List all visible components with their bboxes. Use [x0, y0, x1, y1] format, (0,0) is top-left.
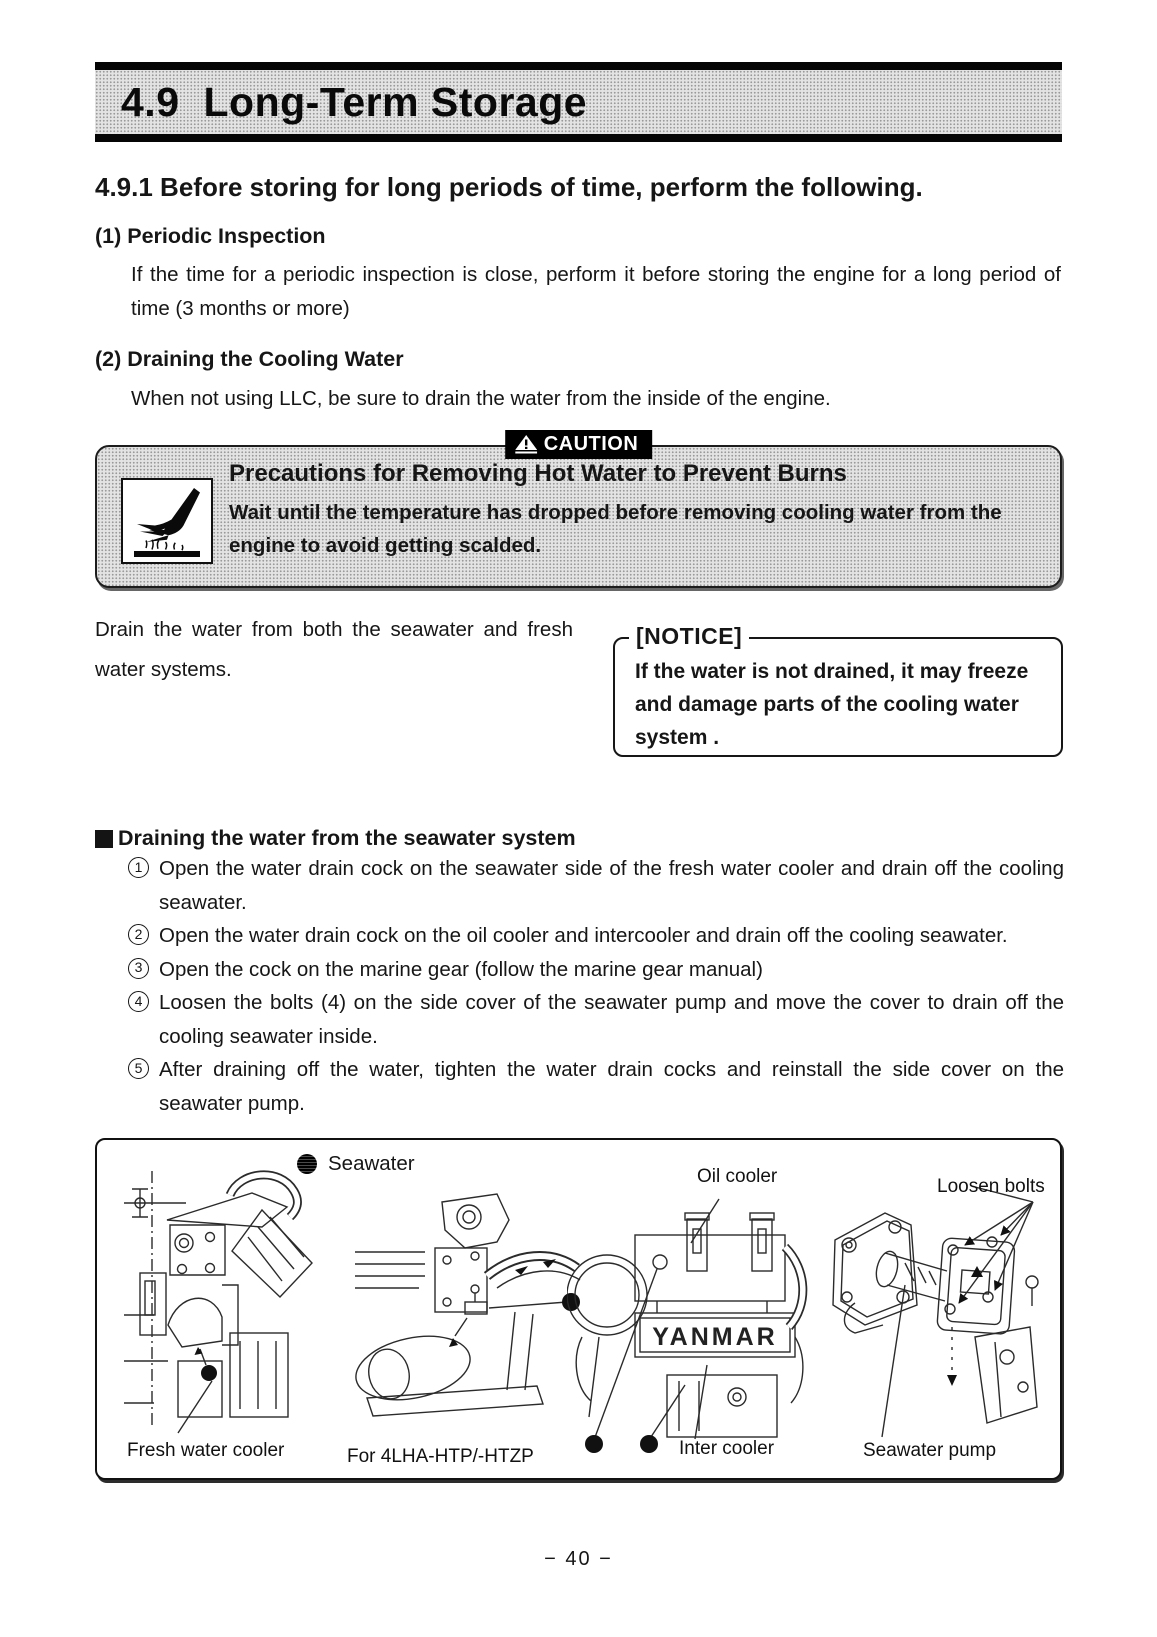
- section-title-text: Long-Term Storage: [203, 78, 588, 125]
- fresh-water-cooler-drawing: [112, 1165, 332, 1437]
- seawater-pump-drawing: [825, 1185, 1055, 1475]
- step-text: Open the cock on the marine gear (follow the marine gear manual): [159, 957, 763, 981]
- page-title: [95, 79, 587, 126]
- figure-label-seawater-pump: Seawater pump: [863, 1440, 997, 1461]
- figure-label-oil-cooler: Oil cooler: [697, 1166, 778, 1187]
- seawater-heading-text: Draining the water from the seawater system: [118, 826, 576, 850]
- heading-draining-cooling-water: (2) Draining the Cooling Water: [95, 347, 404, 371]
- seawater-steps-list: [128, 852, 1064, 1120]
- drain-note-text: Drain the water from both the seawater and fresh water systems.: [95, 618, 573, 681]
- step-text: After draining off the water, tighten the water drain cocks and reinstall the side cover on the seawater pump.: [159, 1058, 1064, 1115]
- list-item: [128, 852, 1064, 919]
- heading-periodic-inspection: (1) Periodic Inspection: [95, 224, 326, 248]
- scald-hand-icon: [121, 478, 213, 564]
- step-number: 2: [128, 924, 149, 945]
- notice-label: [NOTICE]: [629, 623, 749, 650]
- figure-label-fresh-water-cooler: Fresh water cooler: [127, 1440, 285, 1461]
- section-number: 4.9: [121, 78, 180, 125]
- engine-brand-text: YANMAR: [652, 1323, 778, 1351]
- list-item: [128, 986, 1064, 1053]
- oil-intercooler-drawing: [567, 1185, 812, 1475]
- page-number: − 40 −: [544, 1548, 613, 1570]
- list-item: [128, 1053, 1064, 1120]
- warning-triangle-icon: [515, 435, 537, 454]
- heading-seawater-system: [95, 826, 576, 851]
- caution-box: [95, 433, 1062, 588]
- caution-body: Wait until the temperature has dropped before removing cooling water from the engine to avoid getting scalded.: [229, 501, 1002, 557]
- figure-label-inter-cooler: Inter cooler: [679, 1438, 775, 1459]
- caution-tag: [505, 430, 653, 459]
- list-item: [128, 953, 1064, 987]
- step-number: 5: [128, 1058, 149, 1079]
- list-item: [128, 919, 1064, 953]
- subsection-title: 4.9.1 Before storing for long periods of time, perform the following.: [95, 172, 923, 202]
- step-number: 1: [128, 857, 149, 878]
- figure-label-model: For 4LHA-HTP/-HTZP: [347, 1446, 534, 1467]
- section-header-band: [95, 62, 1062, 142]
- step-text: Loosen the bolts (4) on the side cover of the seawater pump and move the cover to drain off the cooling seawater inside.: [159, 991, 1064, 1048]
- square-bullet-icon: [95, 830, 113, 848]
- legend-text: Seawater: [328, 1152, 415, 1175]
- notice-box: [613, 623, 1063, 757]
- step-text: Open the water drain cock on the oil cooler and intercooler and drain off the cooling seawater.: [159, 924, 1008, 947]
- step-number: 4: [128, 991, 149, 1012]
- draining-cooling-water-text: When not using LLC, be sure to drain the water from the inside of the engine.: [131, 387, 831, 410]
- notice-body: If the water is not drained, it may freeze and damage parts of the cooling water system .: [635, 660, 1029, 749]
- figure-label-loosen-bolts: Loosen bolts: [937, 1176, 1045, 1197]
- step-number: 3: [128, 958, 149, 979]
- step-text: Open the water drain cock on the seawater side of the fresh water cooler and drain off the cooling seawater.: [159, 857, 1064, 914]
- caution-title: Precautions for Removing Hot Water to Prevent Burns: [229, 460, 847, 487]
- model-engine-drawing: [347, 1190, 582, 1428]
- figure-box: [95, 1138, 1062, 1480]
- caution-tag-label: CAUTION: [543, 433, 639, 455]
- periodic-inspection-text: If the time for a periodic inspection is close, perform it before storing the engine for a long period of time (3 months or more): [131, 263, 1061, 320]
